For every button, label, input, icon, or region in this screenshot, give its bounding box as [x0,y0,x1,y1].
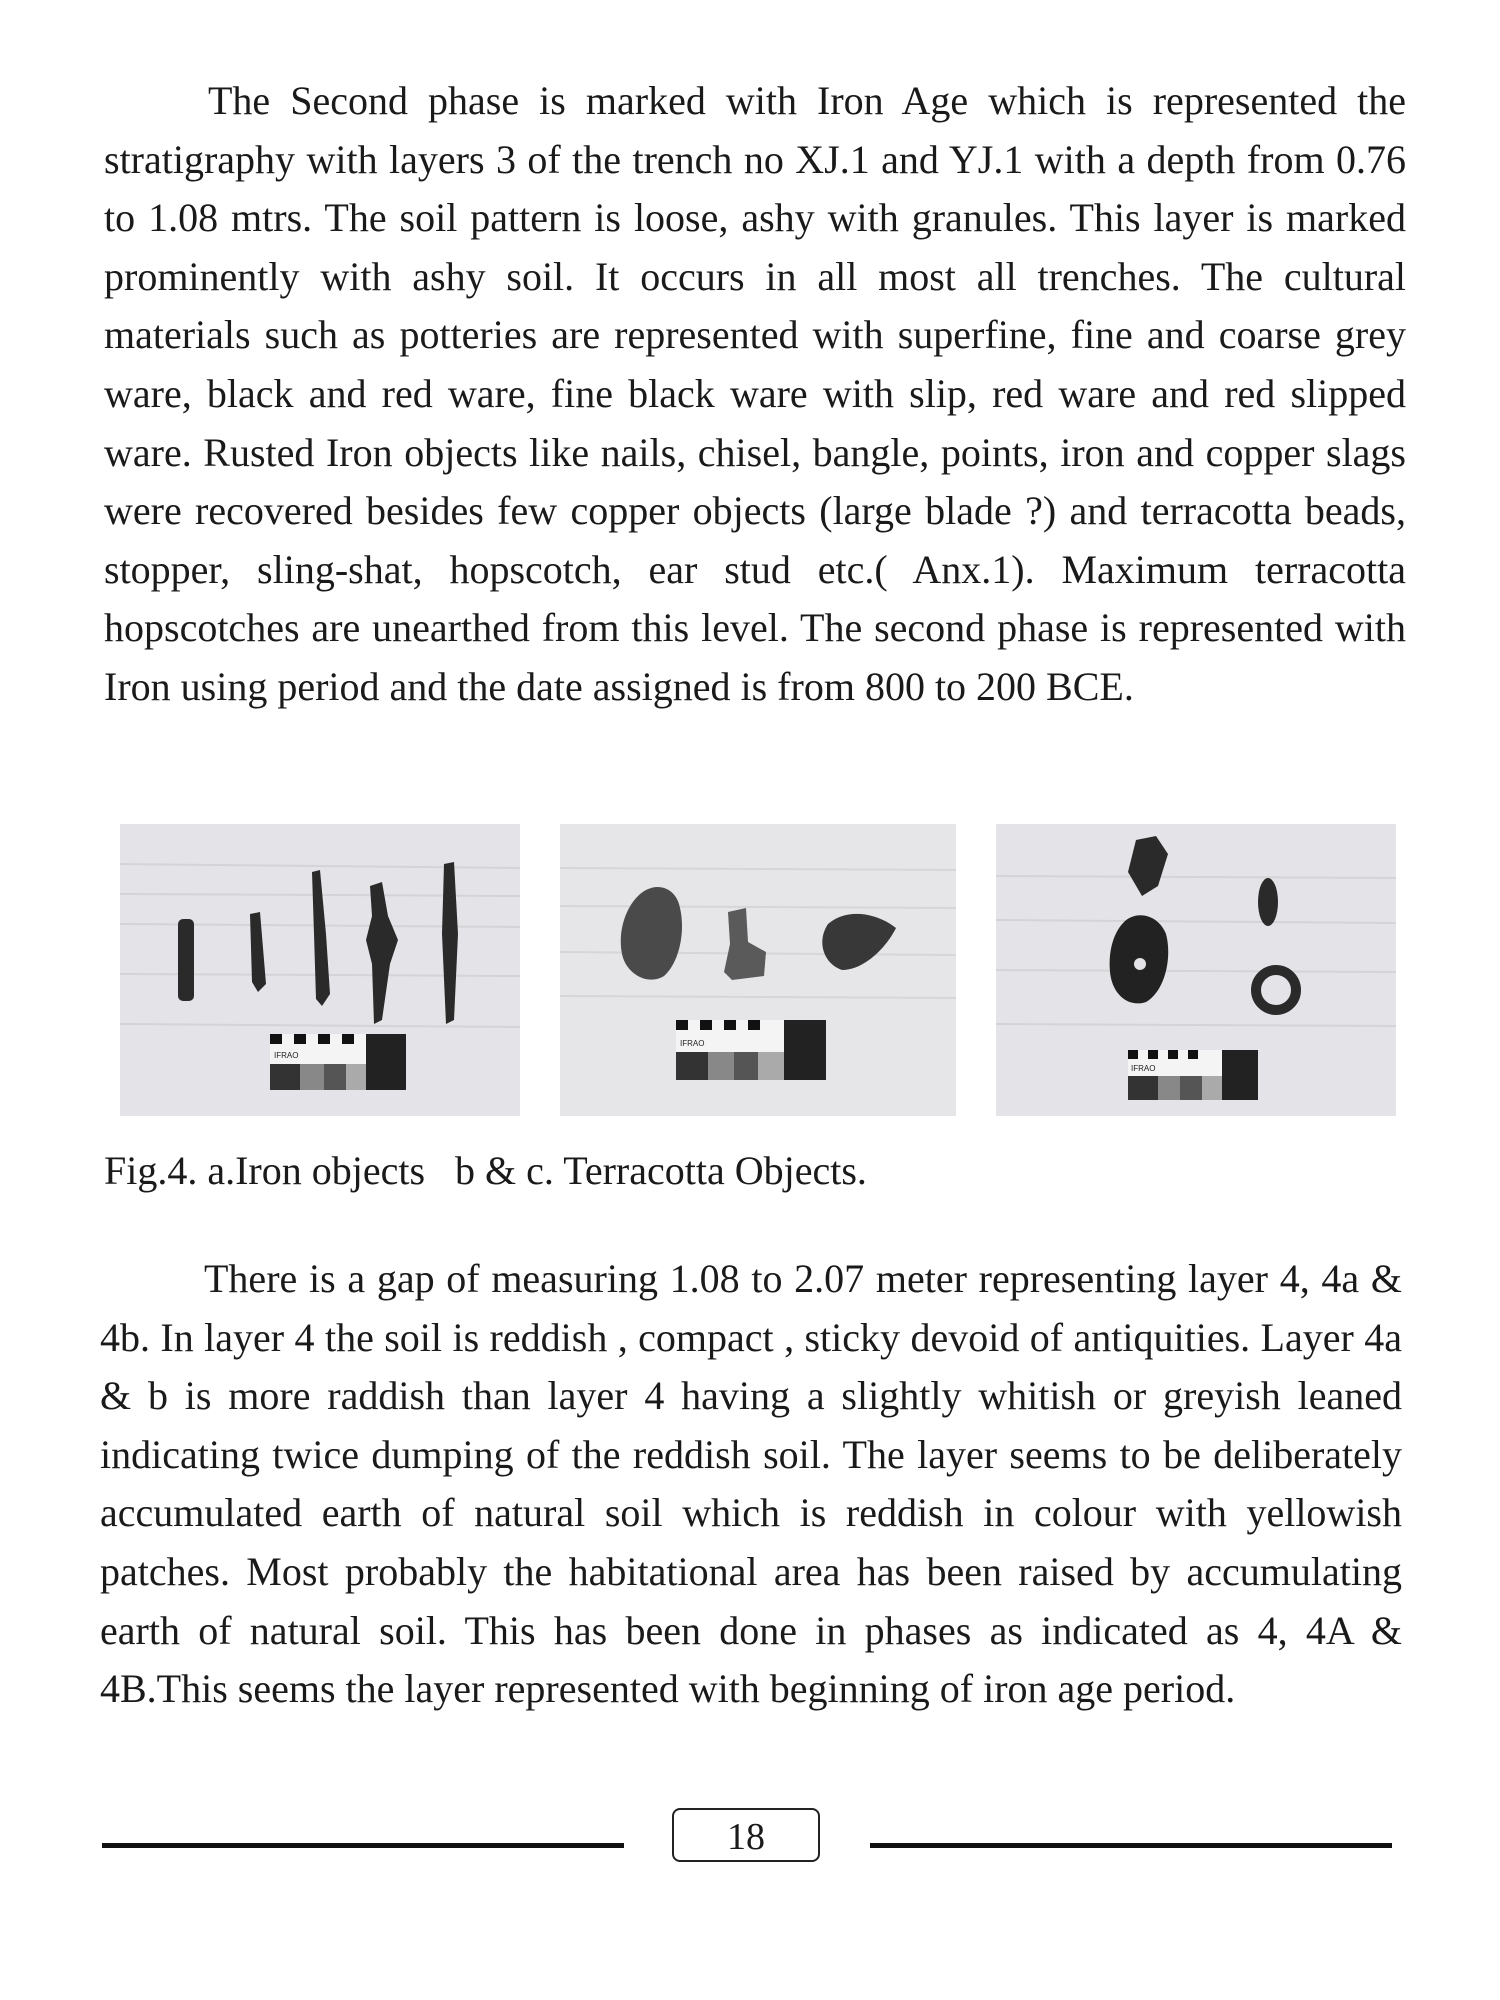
scale-label-c: IFRAO [1131,1064,1156,1073]
footer-rule-right [870,1843,1392,1848]
scale-label-a: IFRAO [274,1051,299,1060]
body-paragraph-1: The Second phase is marked with Iron Age which is represented the stratigraphy with layers 3 of the trench no XJ.1 and YJ.1 with a depth from 0.76 to 1.08 mtrs. The soil pattern is loose, ashy with granules. This layer is marked prominently with ashy soil. It occurs in all most all trenches. The cultural materials such as potteries are represented with superfine, fine and coarse grey ware, black and red ware, fine black ware with slip, red ware and red slipped ware. Rusted Iron objects like nails, chisel, bangle, points, iron and copper slags were recovered besides few copper objects (large blade ?) and terracotta beads, stopper, sling-shat, hopscotch, ear stud etc.( Anx.1). Maximum terracotta hopscotches are unearthed from this level. The second phase is represented with Iron using period and the date assigned is from 800 to 200 BCE. [104,78,1406,709]
page-number: 18 [672,1808,820,1862]
figure-caption: Fig.4. a.Iron objects b & c. Terracotta Objects. [104,1148,867,1193]
scale-label-b: IFRAO [680,1039,705,1048]
figure-terracotta-objects-c-photo [996,824,1396,1116]
figure-iron-objects-photo [120,824,520,1116]
figure-terracotta-objects-b-photo [560,824,956,1116]
footer-rule-left [102,1843,624,1848]
body-paragraph-2: There is a gap of measuring 1.08 to 2.07 meter representing layer 4, 4a & 4b. In layer 4 the soil is reddish , compact , sticky devoid of antiquities. Layer 4a & b is more raddish than layer 4 having a slightly whitish or greyish leaned indicating twice dumping of the reddish soil. The layer seems to be deliberately accumulated earth of natural soil which is reddish in colour with yellowish patches. Most probably the habitational area has been raised by accumulating earth of natural soil. This has been done in phases as indicated as 4, 4A & 4B.This seems the layer represented with beginning of iron age period. [100,1256,1402,1712]
